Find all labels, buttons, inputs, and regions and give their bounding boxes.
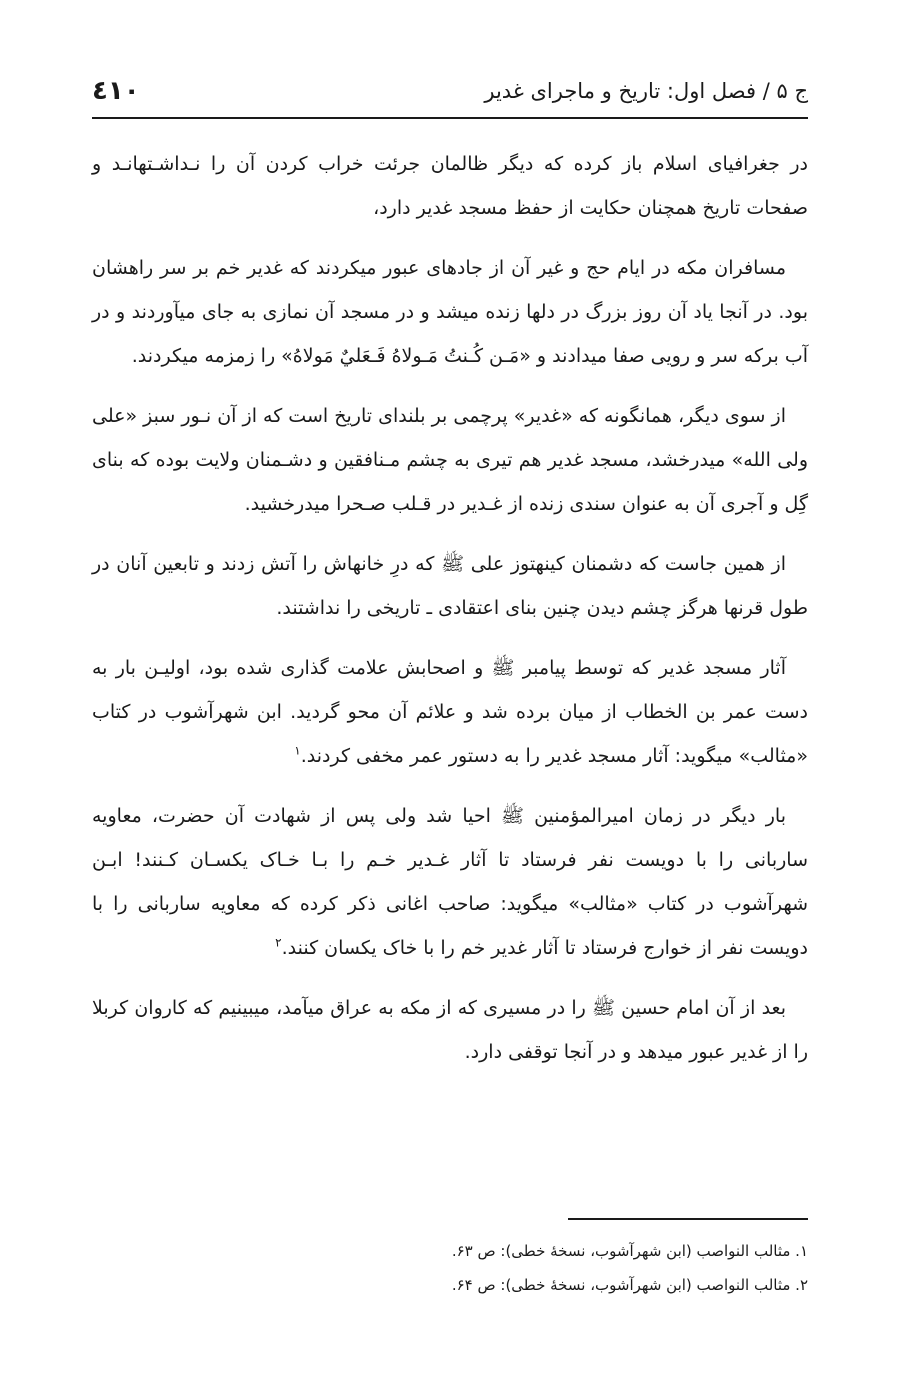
body-text: [92, 142, 808, 1090]
header-rule: [92, 117, 808, 119]
footnotes: [92, 1234, 808, 1302]
chapter-title: ج ۵ / فصل اول: تاريخ و ماجرای غدیر: [484, 79, 808, 103]
paragraph-6: [92, 794, 808, 970]
footnote-2: ٢. مثالب النواصب (ابن شهرآشوب، نسخهٔ خطی): ص ۶۴.: [451, 1276, 808, 1294]
footnote-1: ١. مثالب النواصب (ابن شهرآشوب، نسخهٔ خطی): ص ۶۳.: [451, 1242, 808, 1260]
paragraph-5-text: آثار مسجد غدیر که توسط پیامبر ﷺ و اصحابش علامت گذاری شده بود، اولیـن بار به دست عمر بن الخطاب از میان برده شد و علائم آن محو گردید. ابن شهرآشوب در کتاب «مثالب» میگوید: آثار مسجد غدیر را به دستور عمر مخفی کردند.: [92, 657, 808, 767]
paragraph-5: [92, 646, 808, 778]
paragraph-2: مسافران مکه در ایام حج و غیر آن از جادهای عبور میکردند که غدیر خم بر سر راهشان بود. در آنجا یاد آن روز بزرگ در دلها زنده میشد و در مسجد آن نمازی به جای میآوردند و در آب برکه سر و رویی صفا میدادند و «مَـن كُـنتُ مَـولاهُ فَـعَليٌ مَولاهُ» را زمزمه میکردند.: [92, 257, 808, 367]
running-head: [92, 72, 808, 110]
paragraph-6-text: بار دیگر در زمان امیرالمؤمنین ﷺ احیا شد ولی پس از شهادت آن حضرت، معاویه ساربانی را با دویست نفر فرستاد تا آثار غـدیر خـم را بـا خـاک یکسـان کـنند! ابـن شهرآشوب در کتاب «مثالب» میگوید: صاحب اغانی ذکر کرده که معاویه ساربانی را با دویست نفر از خوارج فرستاد تا آثار غدیر خم را با خاک یکسان کنند.: [92, 805, 808, 959]
paragraph-7: بعد از آن امام حسین ﷺ را در مسیری که از مکه به عراق میآمد، میبینیم که کاروان کربلا را از غدیر عبور میدهد و در آنجا توقفی دارد.: [92, 997, 808, 1063]
paragraph-4: از همین جاست که دشمنان کینهتوز علی ﷺ که درِ خانهاش را آتش زدند و تابعین آنان در طول قرنها هرگز چشم دیدن چنین بنای اعتقادی ـ تاریخی را نداشتند.: [92, 553, 808, 619]
footnote-ref-2[interactable]: ٢: [275, 935, 282, 950]
footnote-ref-1[interactable]: ١: [294, 743, 301, 758]
page-number: ٤١٠: [92, 76, 140, 106]
footnote-rule: [568, 1218, 808, 1220]
paragraph-3: از سوی دیگر، همانگونه که «غدیر» پرچمی بر بلندای تاریخ است که از آن نـور سبز «علی ولی الله» میدرخشد، مسجد غدیر هم تیری به چشم مـنافقین و دشـمنان ولایت بوده که بنای گِل و آجری آن به عنوان سندی زنده از غـدیر در قـلب صـحرا میدرخشید.: [92, 405, 808, 515]
book-page: [92, 0, 808, 1390]
paragraph-1: در جغرافیای اسلام باز کرده که دیگر ظالمان جرئت خراب کردن آن را نـداشـتهانـد و صفحات تاریخ همچنان حکایت از حفظ مسجد غدیر دارد،: [92, 153, 808, 219]
